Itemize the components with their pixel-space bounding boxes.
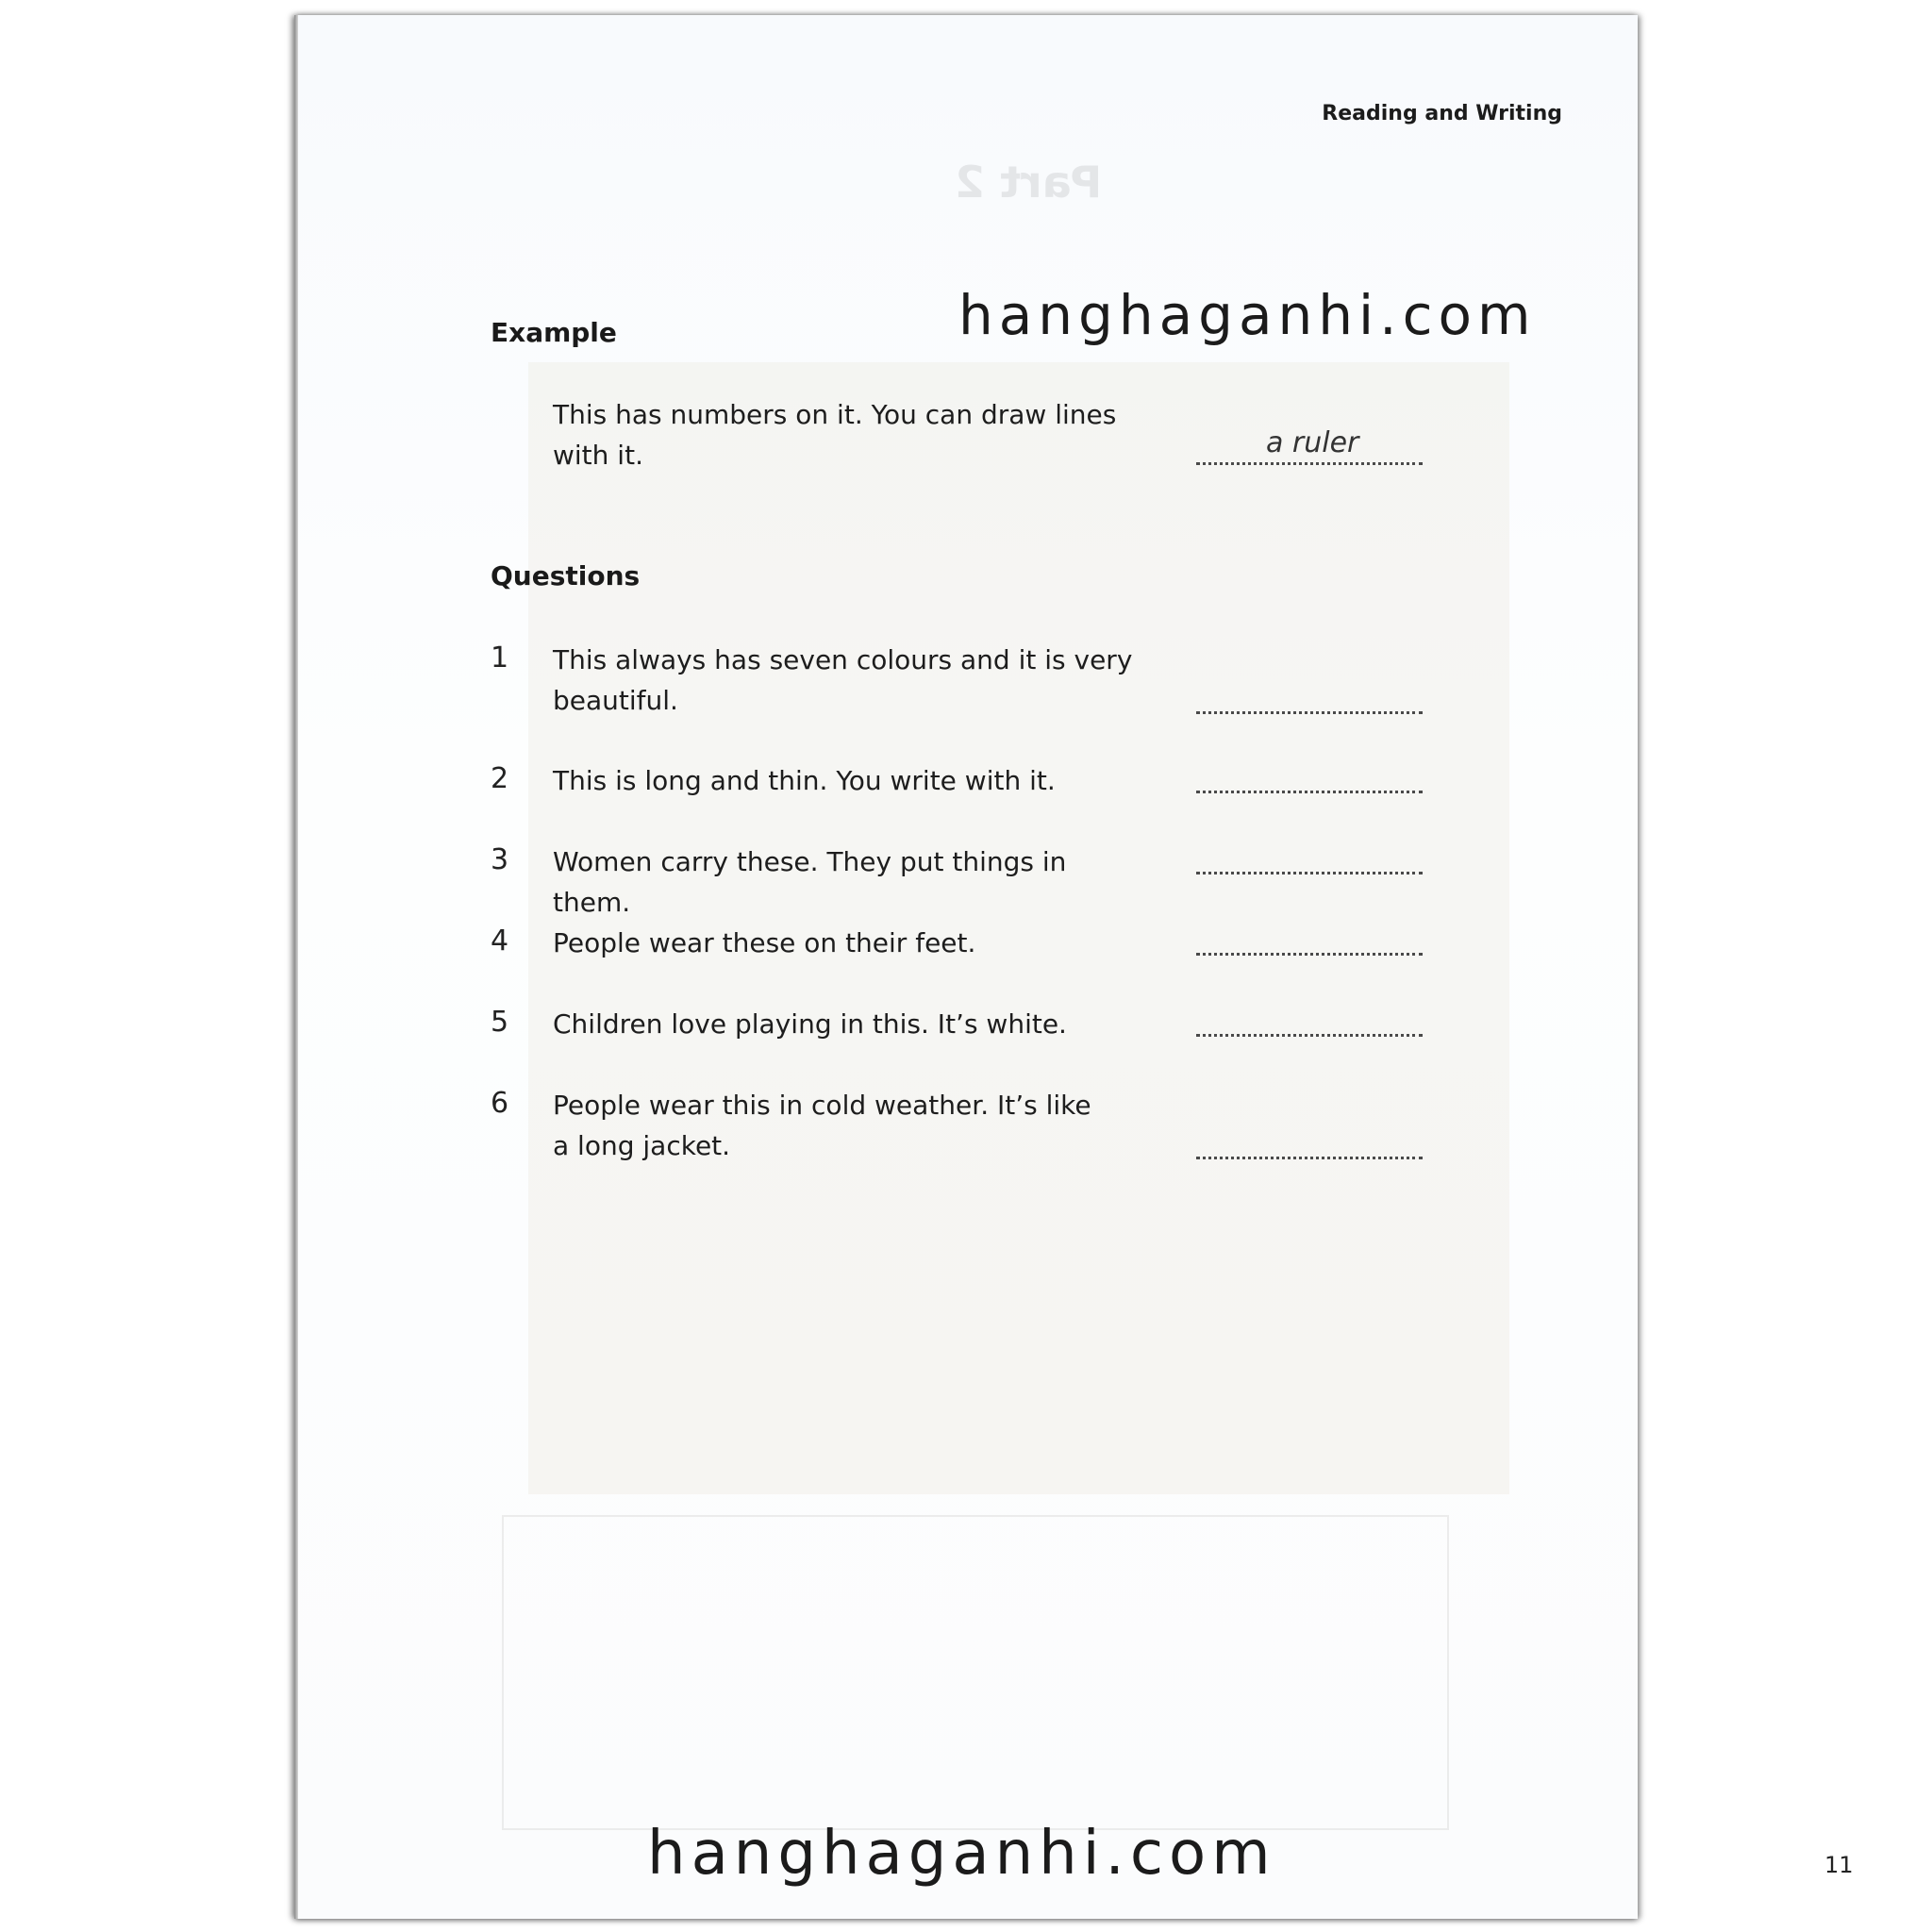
- question-text: People wear this in cold weather. It’s like a long jacket.: [553, 1090, 1091, 1161]
- page-number: 11: [1824, 1852, 1854, 1878]
- question-number: 6: [491, 1087, 509, 1120]
- question-text: Children love playing in this. It’s white.: [553, 1008, 1067, 1040]
- question-number: 4: [491, 924, 509, 958]
- answer-line[interactable]: [1196, 1157, 1423, 1159]
- page-edge: [294, 15, 298, 1919]
- question-number: 1: [491, 641, 509, 675]
- answer-line[interactable]: [1196, 872, 1423, 874]
- questions-title: Questions: [491, 560, 641, 591]
- question-text: This always has seven colours and it is very beautiful.: [553, 644, 1133, 716]
- example-answer-line: [1196, 462, 1423, 465]
- example-title: Example: [491, 317, 617, 348]
- answer-line[interactable]: [1196, 953, 1423, 956]
- question-number: 3: [491, 843, 509, 876]
- bleed-through-heading: Part 2: [955, 157, 1103, 208]
- watermark-bottom: hanghaganhi.com: [647, 1819, 1276, 1889]
- question-number: 2: [491, 762, 509, 795]
- page-header: Reading and Writing: [1322, 102, 1562, 125]
- example-text: This has numbers on it. You can draw lines with it.: [553, 399, 1117, 471]
- bleed-through-frame: [502, 1515, 1449, 1830]
- example-answer: a ruler: [1266, 426, 1359, 459]
- answer-line[interactable]: [1196, 791, 1423, 793]
- question-text: Women carry these. They put things in them.: [553, 846, 1067, 918]
- question-text: People wear these on their feet.: [553, 927, 976, 958]
- answer-line[interactable]: [1196, 1034, 1423, 1037]
- watermark-top: hanghaganhi.com: [958, 283, 1537, 347]
- question-text: This is long and thin. You write with it.: [553, 765, 1056, 796]
- answer-line[interactable]: [1196, 711, 1423, 714]
- question-number: 5: [491, 1006, 509, 1039]
